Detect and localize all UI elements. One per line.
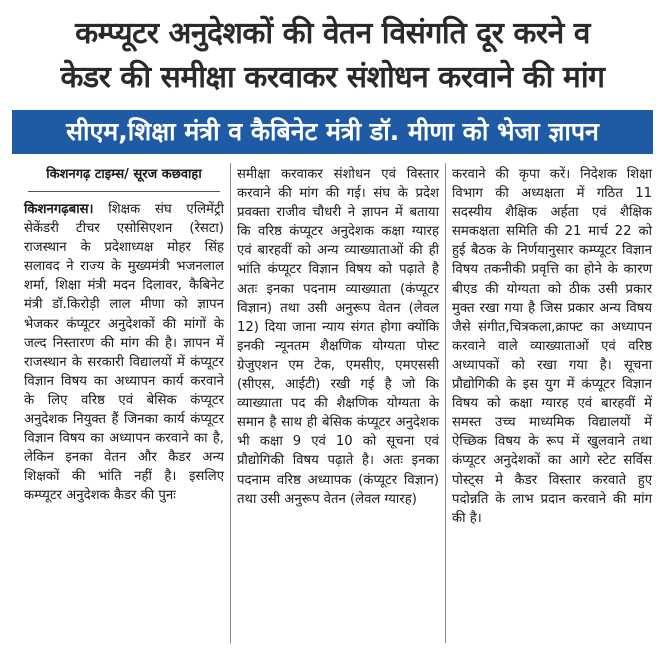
column-divider [445, 163, 446, 643]
headline-line-2: केडर की समीक्षा करवाकर संशोधन करवाने की मांग [60, 60, 605, 95]
byline-divider [28, 191, 220, 192]
article-column-1 [24, 165, 224, 506]
article-text-3: करवाने की कृपा करें। निदेशक शिक्षा विभाग की अध्यक्षता में गठित 11 सदस्यीय शैक्षिक अर्हता एवं शैक्षिक समकक्षता समिति की 21 मार्च 22 को हुई बैठक के निर्णयानुसार कम्प्यूटर विज्ञान विषय तकनीकी प्रवृत्ति का होने के कारण बीएड की योग्यता को ठीक उसी प्रकार मुक्त रखा गया है जिस प्रकार अन्य विषय जैसे संगीत,चित्रकला,क्राफ्ट का अध्यापन करवाने वाले व्याख्याताओं एवं वरिष्ठ अध्यापकों को रखा गया है। सूचना प्रौद्योगिकी के इस युग में कंप्यूटर विज्ञान विषय को कक्षा ग्यारह एवं बारहवीं में समस्त उच्च माध्यमिक विद्यालयों में ऐच्छिक विषय के रूप में खुलवाने तथा कंप्यूटर अनुदेशकों का आगे स्टेट सर्विस पोस्ट्स मे कैडर विस्तार करवाते हुए पदोन्नति के लाभ प्रदान करवाने की मांग की है। [452, 167, 652, 526]
byline: किशनगढ़ टाइम्स/ सूरज कछवाहा [46, 167, 202, 182]
article-text-2: समीक्षा करवाकर संशोधन एवं विस्तार करवाने की मांग की गई। संघ के प्रदेश प्रवक्ता राजीव चौधरी ने ज्ञापन में बताया कि वरिष्ठ कंप्यूटर अनुदेशक कक्षा ग्यारह एवं बारहवीं को अन्य व्याख्याताओं की ही भांति कंप्यूटर विज्ञान विषय को पढ़ाते है अतः इनका पदनाम व्याख्याता (कंप्यूटर विज्ञान) तथा उसी अनुरूप वेतन (लेवल 12) दिया जाना न्याय संगत होगा क्योंकि इनकी न्यूनतम शैक्षणिक योग्यता पोस्ट ग्रेजुएशन एम टेक, एमसीए, एमएससी (सीएस, आईटी) रखी गई है जो कि व्याख्याता पद की शैक्षणिक योग्यता के समान है साथ ही बेसिक कंप्यूटर अनुदेशक भी कक्षा 9 एवं 10 को सूचना एवं प्रौद्योगिकी विषय पढ़ाते है। अतः इनका पदनाम वरिष्ठ अध्यापक (कंप्यूटर विज्ञान) तथा उसी अनुरूप वेतन (लेवल ग्यारह) [237, 167, 439, 507]
article-column-2 [237, 165, 439, 509]
article-column-3 [452, 165, 652, 528]
headline-line-1: कम्प्यूटर अनुदेशकों की वेतन विसंगति दूर करने व [75, 16, 590, 51]
article-text-1: शिक्षक संघ एलिमेंट्री सेकेंडरी टीचर एसोसिएशन (रेसटा) राजस्थान के प्रदेशाध्यक्ष मोहर सिंह सलावद ने राज्य के मुख्यमंत्री भजनलाल शर्मा, शिक्षा मंत्री मदन दिलावर, कैबिनेट मंत्री डॉ.किरोड़ी लाल मीणा को ज्ञापन भेजकर कंप्यूटर अनुदेशकों की मांगों के जल्द निस्तारण की मांग की है। ज्ञापन में राजस्थान के सरकारी विद्यालयों में कंप्यूटर विज्ञान विषय का अध्यापन कार्य करवाने के लिए वरिष्ठ एवं बेसिक कंप्यूटर अनुदेशक नियुक्त हैं जिनका कार्य कंप्यूटर विज्ञान विषय का अध्यापन करवाने का है, लेकिन इनका वेतन और कैडर अन्य शिक्षकों की भांति नहीं है। इसलिए कम्प्यूटर अनुदेशक कैडर की पुनः [24, 202, 224, 504]
column-divider [230, 163, 231, 643]
subheadline-banner: सीएम,शिक्षा मंत्री व कैबिनेट मंत्री डॉ. मीणा को भेजा ज्ञापन [12, 110, 653, 154]
dateline: किशनगढ़बास। [24, 202, 94, 217]
